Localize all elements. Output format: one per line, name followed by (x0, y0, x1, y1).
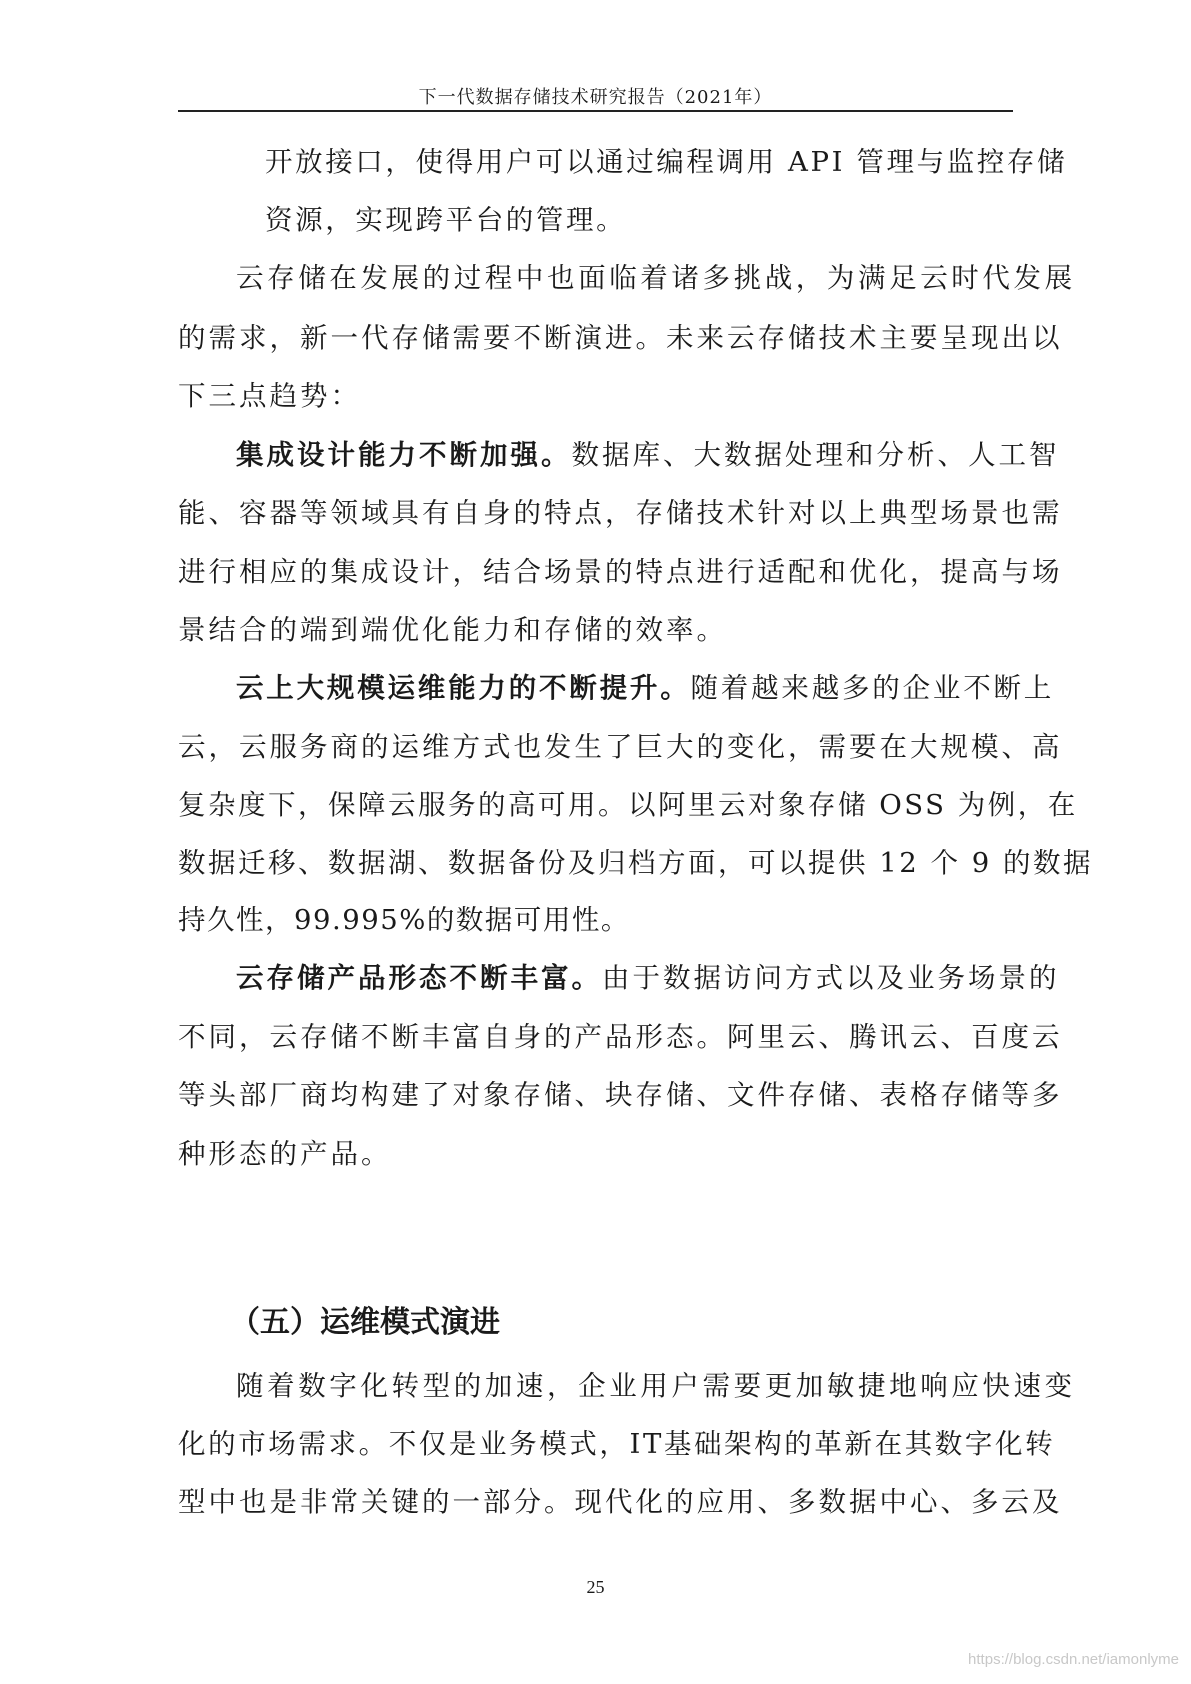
paragraph-line: 型中也是非常关键的一部分。现代化的应用、多数据中心、多云及 (178, 1486, 1063, 1518)
paragraph-line: 能、容器等领域具有自身的特点，存储技术针对以上典型场景也需 (178, 497, 1063, 529)
trend-lead-text: 由于数据访问方式以及业务场景的 (602, 962, 1060, 994)
paragraph-line: 复杂度下，保障云服务的高可用。以阿里云对象存储 OSS 为例，在 (178, 789, 1078, 821)
trend-paragraph-first-line (236, 440, 1060, 470)
paragraph-line: 的需求，新一代存储需要不断演进。未来云存储技术主要呈现出以 (178, 322, 1063, 354)
paragraph-line: 开放接口，使得用户可以通过编程调用 API 管理与监控存储 (265, 146, 1068, 178)
trend-paragraph-first-line (236, 963, 1060, 993)
trend-lead-text: 随着越来越多的企业不断上 (690, 672, 1055, 704)
page-number: 25 (586, 1577, 605, 1597)
report-title: 下一代数据存储技术研究报告（2021年） (418, 87, 773, 108)
paragraph-line: 种形态的产品。 (178, 1138, 392, 1170)
section-heading: （五）运维模式演进 (230, 1305, 500, 1340)
trend-title: 集成设计能力不断加强。 (236, 439, 572, 471)
paragraph-line: 不同，云存储不断丰富自身的产品形态。阿里云、腾讯云、百度云 (178, 1021, 1063, 1053)
trend-paragraph-first-line (236, 673, 1054, 703)
paragraph-line: 云，云服务商的运维方式也发生了巨大的变化，需要在大规模、高 (178, 731, 1063, 763)
paragraph-line: 景结合的端到端优化能力和存储的效率。 (178, 614, 727, 646)
trend-title: 云上大规模运维能力的不断提升。 (236, 672, 691, 704)
paragraph-line: 化的市场需求。不仅是业务模式，IT基础架构的革新在其数字化转 (178, 1428, 1056, 1460)
header-divider (178, 110, 1013, 112)
paragraph-line: 等头部厂商均构建了对象存储、块存储、文件存储、表格存储等多 (178, 1079, 1063, 1111)
paragraph-line: 随着数字化转型的加速，企业用户需要更加敏捷地响应快速变 (236, 1370, 1076, 1402)
paragraph-line: 资源，实现跨平台的管理。 (265, 204, 627, 236)
trend-lead-text: 数据库、大数据处理和分析、人工智 (571, 439, 1060, 471)
paragraph-line: 云存储在发展的过程中也面临着诸多挑战，为满足云时代发展 (236, 262, 1076, 294)
watermark: https://blog.csdn.net/iamonlyme (968, 1651, 1179, 1668)
paragraph-line: 持久性，99.995%的数据可用性。 (178, 904, 630, 936)
paragraph-line: 数据迁移、数据湖、数据备份及归档方面，可以提供 12 个 9 的数据 (178, 847, 1093, 879)
paragraph-line: 进行相应的集成设计，结合场景的特点进行适配和优化，提高与场 (178, 556, 1063, 588)
paragraph-line: 下三点趋势： (178, 380, 361, 412)
trend-title: 云存储产品形态不断丰富。 (236, 962, 602, 994)
